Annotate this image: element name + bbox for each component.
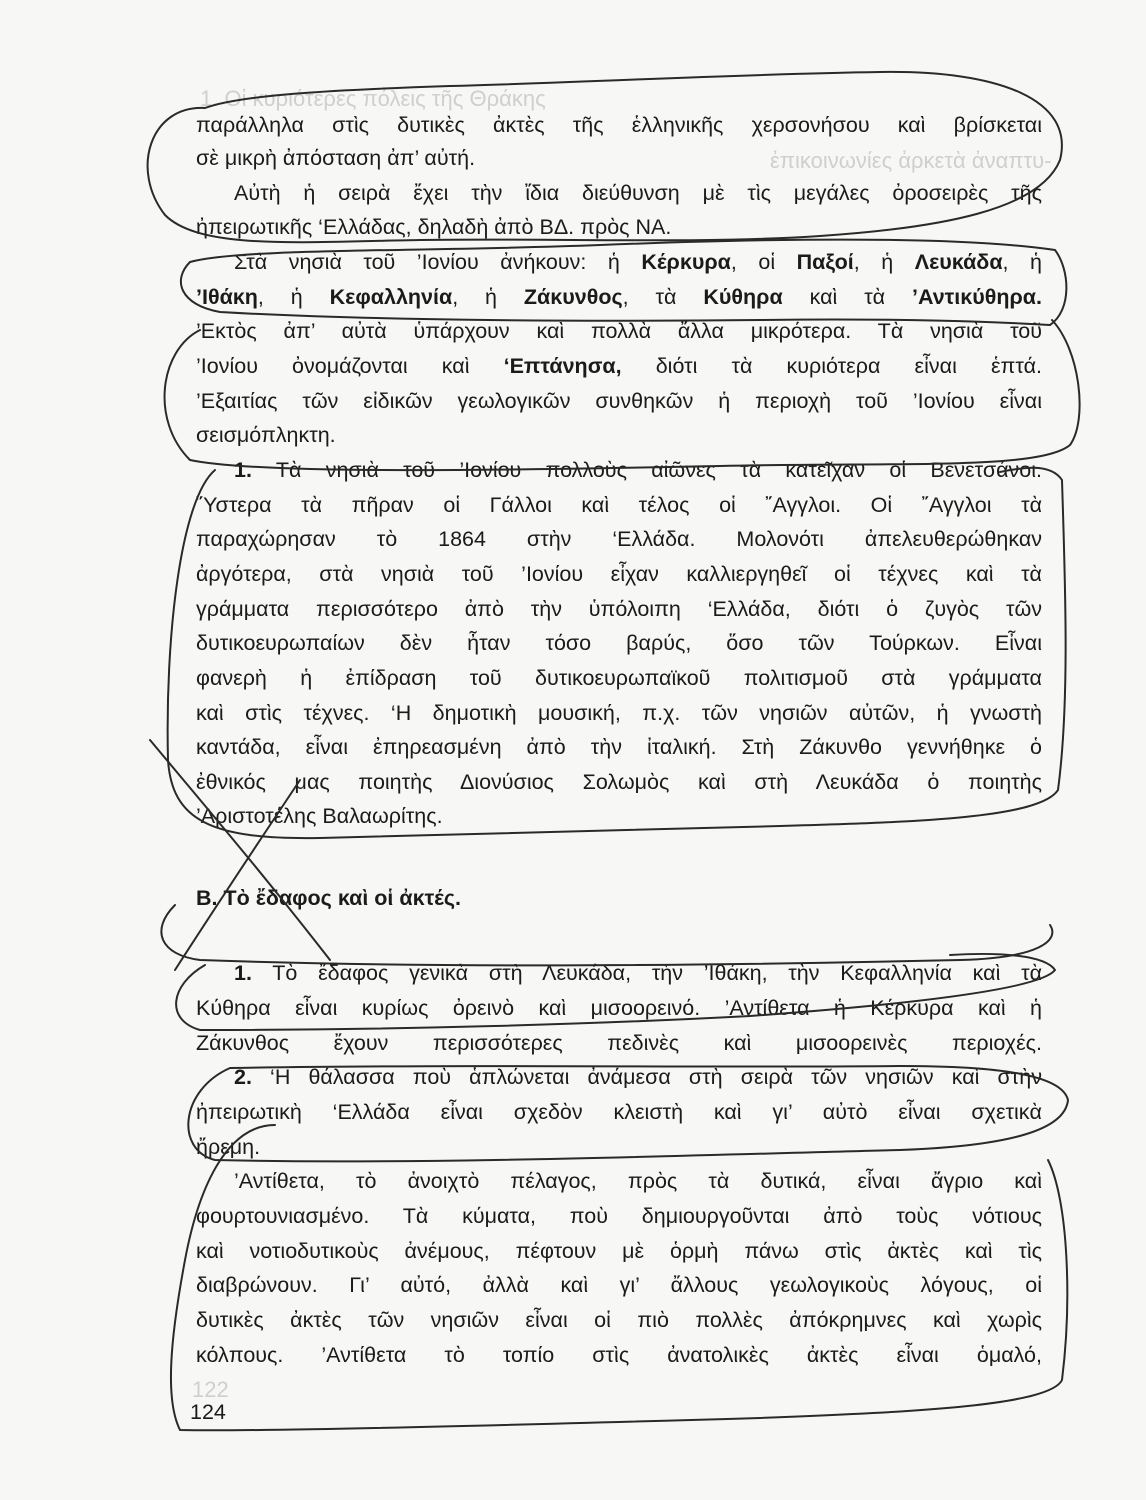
text-line: Αὐτὴ ἡ σειρὰ ἔχει τὴν ἴδια διεύθυνση μὲ τὶς μεγάλες ὀροσειρὲς τῆς <box>234 181 1042 205</box>
page-number: 124 <box>190 1400 226 1424</box>
text-run: διότι τὰ κυριότερα εἶναι ἑπτά. <box>621 354 1042 378</box>
bold-term: ’Αντικύθηρα. <box>912 285 1042 309</box>
section-heading: Β. Τὸ ἔδαφος καὶ οἱ ἀκτές. <box>196 886 462 910</box>
text-run: , ἡ <box>452 285 524 309</box>
text-line: σεισμόπληκτη. <box>196 423 336 447</box>
text-line: καὶ στὶς τέχνες. ‘Η δημοτικὴ μουσική, π.χ. τῶν νησιῶν αὐτῶν, ἡ γνωστὴ <box>196 701 1042 725</box>
text-run: , τὰ <box>622 285 704 309</box>
text-line: φανερὴ ἡ ἐπίδραση τοῦ δυτικοευρωπαϊκοῦ πολιτισμοῦ στὰ γράμματα <box>196 666 1042 690</box>
text-line: δυτικὲς ἀκτὲς τῶν νησιῶν εἶναι οἱ πιὸ πολλὲς ἀπόκρημνες καὶ χωρὶς <box>196 1308 1042 1332</box>
text-run: ‘Η θάλασσα ποὺ ἁπλώνεται ἀνάμεσα στὴ σειρὰ τῶν νησιῶν καὶ στὴν <box>251 1065 1042 1089</box>
bold-term: Παξοί <box>796 250 854 274</box>
text-line: παράλληλα στὶς δυτικὲς ἀκτὲς τῆς ἑλληνικῆς χερσονήσου καὶ βρίσκεται <box>196 113 1042 137</box>
pen-loop <box>161 905 1052 965</box>
show-through-page-number: 122 <box>192 1377 229 1402</box>
item-number: 1. <box>234 961 252 985</box>
bold-term: Ζάκυνθος <box>523 285 623 309</box>
text-line: Κύθηρα εἶναι κυρίως ὀρεινὸ καὶ μισοορεινό. ’Αντίθετα ἡ Κέρκυρα καὶ ἡ <box>196 996 1042 1020</box>
text-line: καντάδα, εἶναι ἐπηρεασμένη ἀπὸ τὴν ἰταλική. Στὴ Ζάκυνθο γεννήθηκε ὁ <box>196 735 1042 759</box>
text-line: ’Αριστοτέλης Βαλαωρίτης. <box>196 804 443 828</box>
text-line: κόλπους. ’Αντίθετα τὸ τοπίο στὶς ἀνατολικὲς ἀκτὲς εἶναι ὁμαλό, <box>196 1343 1042 1367</box>
text-line: σὲ μικρὴ ἀπόσταση ἀπ’ αὐτή. <box>196 146 476 170</box>
bold-term: Κέρκυρα <box>641 250 731 274</box>
text-line: ἠπειρωτικῆς ‘Ελλάδας, δηλαδὴ ἀπὸ ΒΔ. πρὸς ΝΑ. <box>196 215 672 239</box>
text-line: γράμματα περισσότερο ἀπὸ τὴν ὑπόλοιπη ‘Ελλάδα, διότι ὁ ζυγὸς τῶν <box>196 597 1042 621</box>
bold-term: Κεφαλληνία <box>329 285 453 309</box>
pen-loop <box>168 468 1066 838</box>
text-run: Τὸ ἔδαφος γενικὰ στὴ Λευκάδα, τὴν ’Ιθάκη, τὴν Κεφαλληνία καὶ τὰ <box>251 961 1042 985</box>
item-number: 1. <box>234 458 252 482</box>
show-through-text: ἐπικοινωνίες ἀρκετὰ ἀναπτυ- <box>770 148 1052 173</box>
pen-loop <box>165 320 1080 470</box>
bold-term: Λευκάδα <box>914 250 1003 274</box>
text-line: ἀργότερα, στὰ νησιὰ τοῦ ’Ιονίου εἶχαν καλλιεργηθεῖ οἱ τέχνες καὶ τὰ <box>196 562 1042 586</box>
pen-stroke <box>150 740 330 960</box>
text-line: παραχώρησαν τὸ 1864 στὴν ‘Ελλάδα. Μολονότι ἀπελευθερώθηκαν <box>196 527 1042 551</box>
pen-loop <box>148 72 1062 242</box>
pen-loop <box>188 1066 1068 1161</box>
pen-loop <box>181 240 1067 325</box>
text-line: ’Εξαιτίας τῶν εἰδικῶν γεωλογικῶν συνθηκῶν ἡ περιοχὴ τοῦ ’Ιονίου εἶναι <box>196 389 1042 413</box>
bold-term: ‘Επτάνησα, <box>503 354 622 378</box>
text-run: καὶ τὰ <box>782 285 913 309</box>
text-run: , ἡ <box>853 250 915 274</box>
text-line: διαβρώνουν. Γι’ αὐτό, ἀλλὰ καὶ γι’ ἄλλους γεωλογικοὺς λόγους, οἱ <box>196 1273 1042 1297</box>
text-run: , ἡ <box>257 285 330 309</box>
text-line: ἠπειρωτικὴ ‘Ελλάδα εἶναι σχεδὸν κλειστὴ καὶ γι’ αὐτὸ εἶναι σχετικὰ <box>196 1100 1042 1124</box>
show-through-heading: 1. Οἱ κυριότερες πόλεις τῆς Θράκης <box>200 86 546 111</box>
bold-term: ’Ιθάκη <box>196 285 258 309</box>
pen-loop <box>171 1125 1067 1430</box>
pen-stroke <box>175 780 300 970</box>
bold-term: Κύθηρα <box>703 285 783 309</box>
text-run: ’Ιονίου ὀνομάζονται καὶ <box>196 354 504 378</box>
text-run: Τὰ νησιὰ τοῦ ’Ιονίου πολλοὺς αἰῶνες τὰ κατεῖχαν οἱ Βενετσάνοι. <box>251 458 1042 482</box>
text-line: δυτικοευρωπαίων δὲν ἦταν τόσο βαρύς, ὅσο τῶν Τούρκων. Εἶναι <box>196 631 1042 655</box>
text-line: ἤρεμη. <box>196 1135 261 1159</box>
text-line: ’Αντίθετα, τὸ ἀνοιχτὸ πέλαγος, πρὸς τὰ δυτικά, εἶναι ἄγριο καὶ <box>234 1169 1042 1193</box>
item-number: 2. <box>234 1065 252 1089</box>
text-line: ῞Υστερα τὰ πῆραν οἱ Γάλλοι καὶ τέλος οἱ ῎Αγγλοι. Οἱ ῎Αγγλοι τὰ <box>196 493 1042 517</box>
text-line: Ζάκυνθος ἔχουν περισσότερες πεδινὲς καὶ μισοορεινὲς περιοχές. <box>196 1031 1042 1055</box>
text-line: ’Εκτὸς ἀπ’ αὐτὰ ὑπάρχουν καὶ πολλὰ ἄλλα μικρότερα. Τὰ νησιὰ τοῦ <box>196 319 1042 343</box>
text-run: , ἡ <box>1002 250 1042 274</box>
text-line: καὶ νοτιοδυτικοὺς ἀνέμους, πέφτουν μὲ ὁρμὴ πάνω στὶς ἀκτὲς καὶ τὶς <box>196 1239 1042 1263</box>
text-run: , οἱ <box>730 250 797 274</box>
text-line: φουρτουνιασμένο. Τὰ κύματα, ποὺ δημιουργοῦνται ἀπὸ τοὺς νότιους <box>196 1204 1042 1228</box>
text-line: ἐθνικός μας ποιητὴς Διονύσιος Σολωμὸς καὶ στὴ Λευκάδα ὁ ποιητὴς <box>196 770 1042 794</box>
text-run: Στὰ νησιὰ τοῦ ’Ιονίου ἀνήκουν: ἡ <box>234 250 642 274</box>
